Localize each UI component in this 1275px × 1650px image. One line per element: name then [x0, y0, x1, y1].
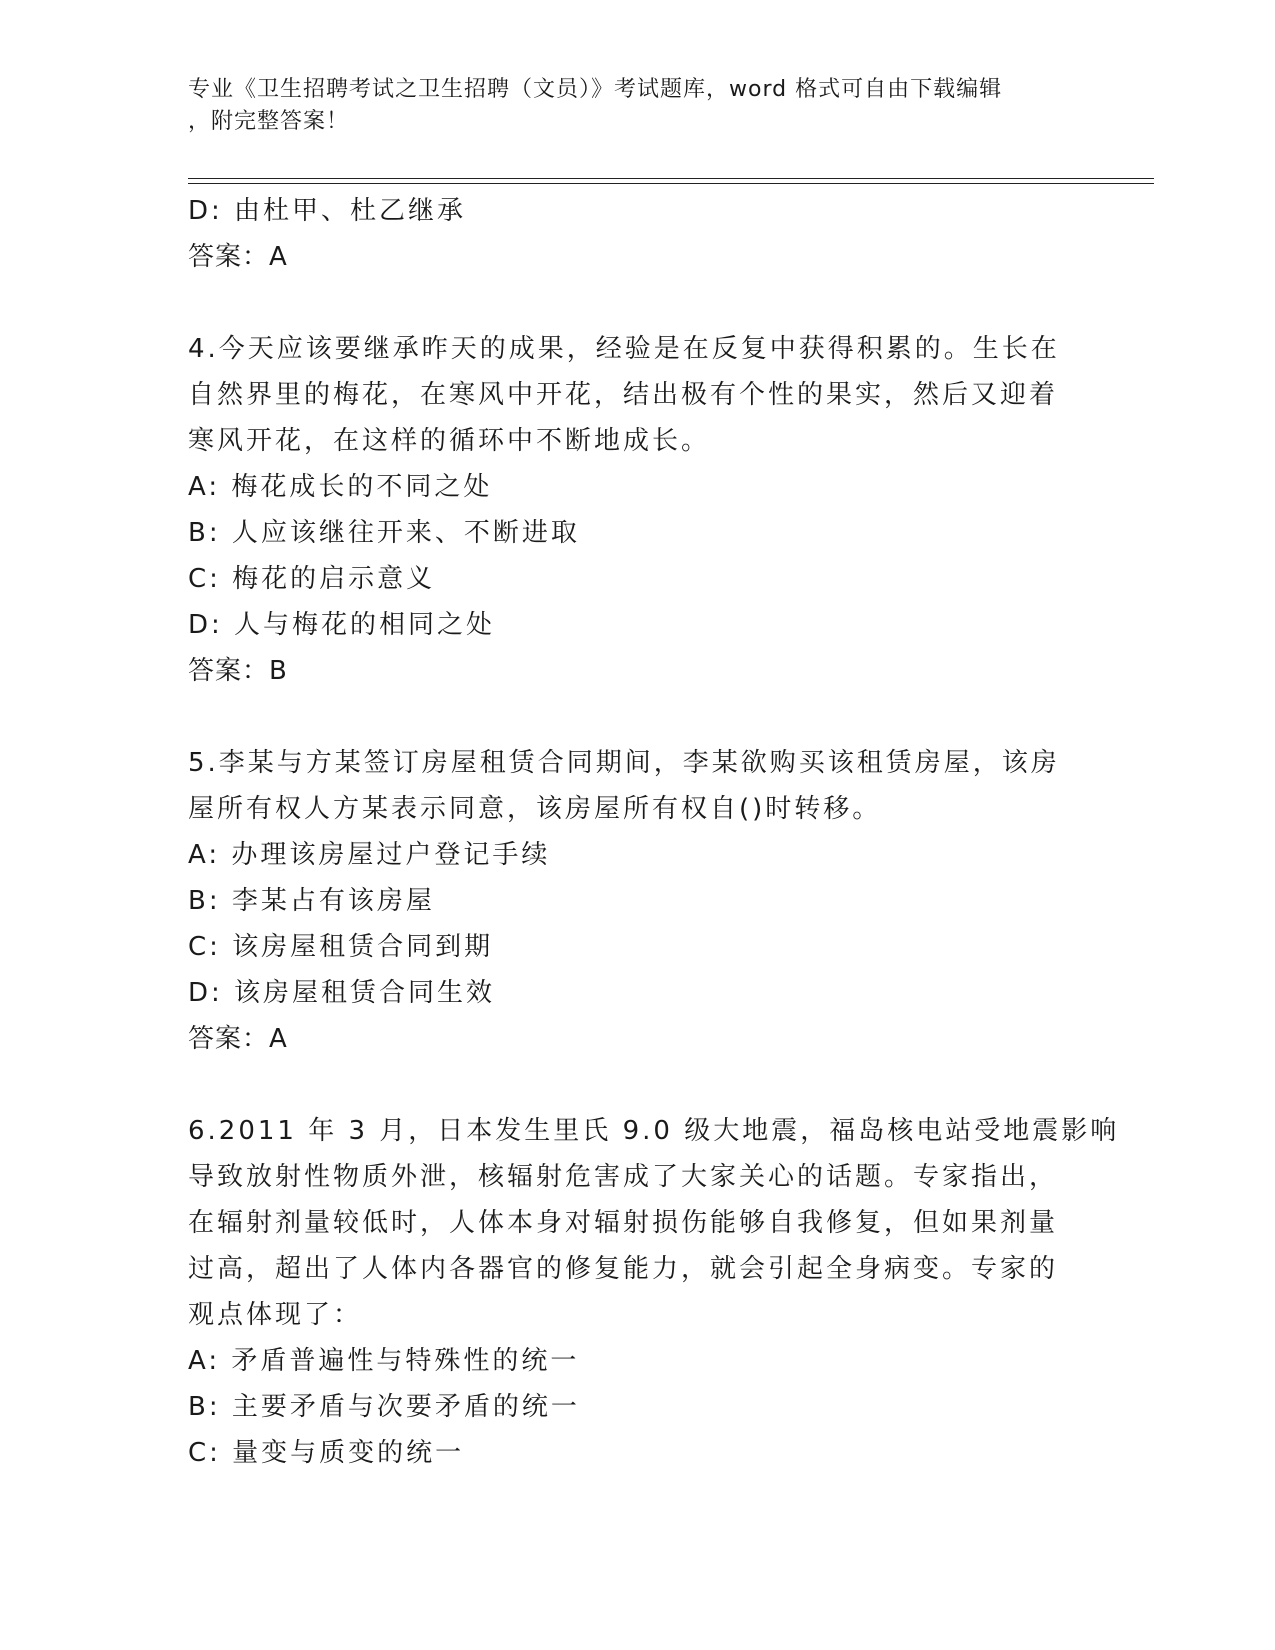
q6-stem-line-3: 在辐射剂量较低时，人体本身对辐射损伤能够自我修复，但如果剂量 — [188, 1208, 1059, 1238]
q4-stem-line-1: 4.今天应该要继承昨天的成果，经验是在反复中获得积累的。生长在 — [188, 334, 1060, 364]
q5-stem-line-1: 5.李某与方某签订房屋租赁合同期间，李某欲购买该租赁房屋，该房 — [188, 748, 1060, 778]
spacer — [188, 694, 1088, 740]
q4-option-a: A: 梅花成长的不同之处 — [188, 472, 493, 502]
q6-stem-line-4: 过高，超出了人体内各器官的修复能力，就会引起全身病变。专家的 — [188, 1254, 1059, 1284]
q4-option-d: D: 人与梅花的相同之处 — [188, 610, 496, 640]
header-divider-bottom — [188, 183, 1154, 184]
question-6 — [188, 1108, 1120, 1476]
q6-option-a: A: 矛盾普遍性与特殊性的统一 — [188, 1346, 580, 1376]
q6-option-c: C: 量变与质变的统一 — [188, 1438, 465, 1468]
question-content — [188, 188, 1120, 1476]
q4-answer: 答案：B — [188, 656, 288, 686]
spacer — [188, 1062, 1088, 1108]
spacer — [188, 280, 1088, 326]
q5-option-d: D: 该房屋租赁合同生效 — [188, 978, 496, 1008]
q5-answer: 答案：A — [188, 1024, 288, 1054]
q4-stem-line-2: 自然界里的梅花，在寒风中开花，结出极有个性的果实，然后又迎着 — [188, 380, 1059, 410]
question-5 — [188, 740, 1088, 1062]
q4-stem-line-3: 寒风开花，在这样的循环中不断地成长。 — [188, 426, 711, 456]
header-line-1: 专业《卫生招聘考试之卫生招聘（文员）》考试题库，word 格式可自由下载编辑 — [188, 77, 1003, 102]
q6-stem-line-5: 观点体现了： — [188, 1300, 363, 1330]
header-line-2: ，附完整答案！ — [188, 109, 350, 134]
q5-option-a: A: 办理该房屋过户登记手续 — [188, 840, 551, 870]
document-header — [188, 74, 1078, 138]
q6-stem-line-2: 导致放射性物质外泄，核辐射危害成了大家关心的话题。专家指出， — [188, 1162, 1059, 1192]
question-4 — [188, 326, 1088, 694]
q3-option-d: D: 由杜甲、杜乙继承 — [188, 196, 467, 226]
q4-option-b: B: 人应该继往开来、不断进取 — [188, 518, 580, 548]
q5-option-b: B: 李某占有该房屋 — [188, 886, 435, 916]
q3-answer: 答案：A — [188, 242, 288, 272]
q6-option-b: B: 主要矛盾与次要矛盾的统一 — [188, 1392, 580, 1422]
question-3 — [188, 188, 1088, 280]
header-divider-top — [188, 178, 1154, 179]
q5-stem-line-2: 屋所有权人方某表示同意，该房屋所有权自()时转移。 — [188, 794, 882, 824]
q5-option-c: C: 该房屋租赁合同到期 — [188, 932, 494, 962]
q6-stem-line-1: 6.2011 年 3 月，日本发生里氏 9.0 级大地震，福岛核电站受地震影响 — [188, 1116, 1120, 1146]
q4-option-c: C: 梅花的启示意义 — [188, 564, 436, 594]
